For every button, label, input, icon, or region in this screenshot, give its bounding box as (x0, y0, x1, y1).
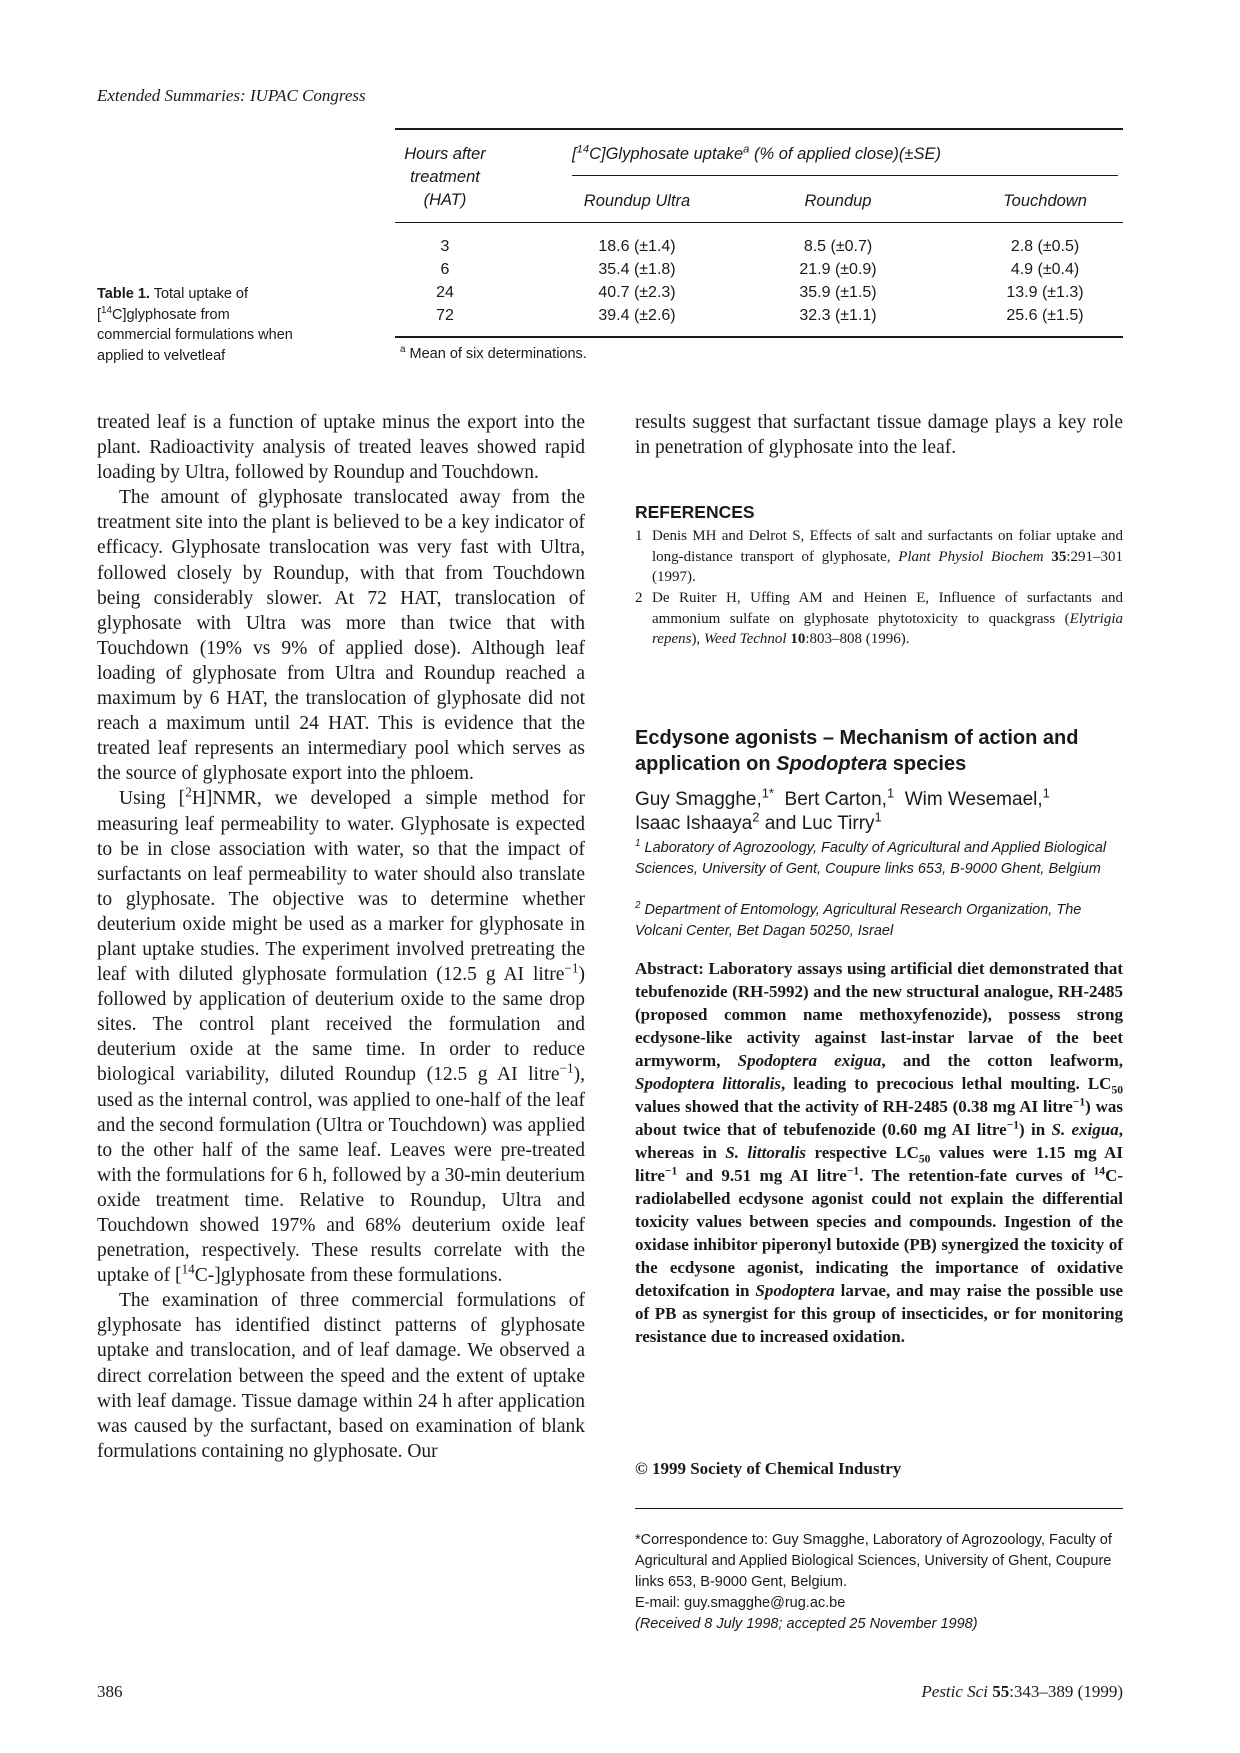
table-cell-touchdown: 2.8 (±0.5) (1010, 238, 1080, 255)
right-column-text (635, 410, 1123, 460)
table-cell-ultra: 40.7 (±2.3) (598, 284, 676, 301)
body-paragraph: The amount of glyphosate translocated away from the treatment site into the plant is believed to be a key indicator of efficacy. Glyphosate translocation was very fast with Ultra, followed closely by Roundup, with that from Touchdown being considerably slower. At 72 HAT, translocation of glyphosate with Ultra was more than twice that with Touchdown (19% vs 9% of applied dose). Although leaf loading of glyphosate from Ultra and Roundup reached a maximum by 6 HAT, the translocation of glyphosate did not reach a maximum until 24 HAT. This is evidence that the treated leaf represents an intermediary pool which serves as the source of glyphosate export into the phloem. (97, 487, 585, 785)
received-dates: (Received 8 July 1998; accepted 25 November 1998) (635, 1616, 978, 1632)
author: Wim Wesemael,$^1$ (904, 785, 1050, 810)
table-subheader-roundup: Roundup (804, 192, 872, 210)
body-paragraph: treated leaf is a function of uptake minus the export into the plant. Radioactivity analysis of treated leaves showed rapid loading by Ultra, followed by Roundup and Touchdown. (97, 412, 585, 484)
table-cell-hat: 6 (440, 261, 450, 278)
correspondence-email: E-mail: guy.smagghe@rug.ac.be (635, 1595, 846, 1611)
table-subheader-touchdown: Touchdown (1003, 192, 1087, 210)
table-row (0, 238, 1240, 262)
table-cell-touchdown: 25.6 (±1.5) (1006, 307, 1084, 324)
body-paragraph: results suggest that surfactant tissue damage plays a key role in penetration of glyphosate into the leaf. (635, 412, 1123, 459)
affiliation: $^2$ Department of Entomology, Agricultural Research Organization, The Volcani Center, Bet Dagan 50250, Israel (635, 900, 1082, 939)
table-cell-roundup: 21.9 (±0.9) (799, 261, 877, 278)
left-column (97, 410, 585, 1464)
table-row (0, 261, 1240, 285)
table-row (0, 307, 1240, 331)
abstract: Abstract: Laboratory assays using artificial diet demonstrated that tebufenozide (RH-5992) and the new structural analogue, RH-2485 (proposed common name methoxyfenozide), possess strong ecdysone-like activity against last-instar larvae of the beet armyworm, Spodoptera exigua, and the cotton leafworm, Spodoptera littoralis, leading to precocious lethal moulting. $LC_{50}$ values showed that the activity of RH-2485 (0.38 mg AI litre$^{-1}$) was about twice that of tebufenozide (0.60 mg AI litre$^{-1}$) in S. exigua, whereas in S. littoralis respective $LC_{50}$ values were 1.15 mg AI litre$^{-1}$ and 9.51 mg AI litre$^{-1}$. The retention-fate curves of $^{14}$C-radiolabelled ecdysone agonist could not explain the differential toxicity values between species and compounds. Ingestion of the oxidase inhibitor piperonyl butoxide (PB) synergized the toxicity of the ecdysone agonist, indicating the importance of oxidative detoxifcation in Spodoptera larvae, and may raise the possible use of PB as synergist for this group of insecticides, or for monitoring resistance due to increased oxidation. (635, 959, 1124, 1346)
author: Guy Smagghe,$^{1*}$ (635, 785, 774, 810)
table-group-rule (572, 175, 1118, 176)
table-header-hours: Hours after treatment (HAT) (404, 145, 486, 209)
table-cell-ultra: 18.6 (±1.4) (598, 238, 676, 255)
table-row (0, 284, 1240, 308)
article-title: Ecdysone agonists – Mechanism of action and application on Spodoptera species (635, 727, 1079, 775)
table-cell-roundup: 8.5 (±0.7) (803, 238, 873, 255)
body-paragraph: The examination of three commercial formulations of glyphosate has identified distinct patterns of glyphosate uptake and translocation, and of leaf damage. We observed a direct correlation between the speed and the extent of uptake with leaf damage. Tissue damage within 24 h after application was caused by the surfactant, based on examination of blank formulations containing no glyphosate. Our (97, 1290, 585, 1462)
affiliation: $^1$ Laboratory of Agrozoology, Faculty of Agricultural and Applied Biological Sciences, University of Gent, Coupure links 653, B-9000 Ghent, Belgium (635, 838, 1107, 877)
table-cell-touchdown: 4.9 (±0.4) (1010, 261, 1080, 278)
table-cell-ultra: 39.4 (±2.6) (598, 307, 676, 324)
reference-item: 1 Denis MH and Delrot S, Effects of salt and surfactants on foliar uptake and long-distance transport of glyphosate, Plant Physiol Biochem 35:291–301 (1997). (635, 528, 1124, 585)
table-top-rule (395, 128, 1123, 130)
journal-citation: Pestic Sci 55:343–389 (1999) (921, 1682, 1123, 1701)
footnote-divider (635, 1508, 1123, 1509)
table-cell-hat: 24 (436, 284, 454, 301)
reference-item: 2 De Ruiter H, Uffing AM and Heinen E, Influence of surfactants and ammonium sulfate on glyphosate phytotoxicity to quackgrass (Elytrigia repens), Weed Technol 10:803–808 (1996). (635, 590, 1123, 647)
table-subheader-roundup-ultra: Roundup Ultra (583, 192, 691, 210)
body-paragraph: Using [$^2$H]NMR, we developed a simple method for measuring leaf permeability to water. Glyphosate is expected to be in close association with water, so that the impact of surfactants on leaf permeability to water should also translate to glyphosate. The objective was to determine whether deuterium oxide might be used as a marker for glyphosate in plant uptake studies. The experiment involved pretreating the leaf with diluted glyphosate formulation (12.5 g AI litre$^{-1}$) followed by application of deuterium oxide to the same drop sites. The control plant received the formulation and deuterium oxide at the same time. In order to reduce biological variability, diluted Roundup (12.5 g AI litre$^{-1}$), used as the internal control, was applied to one-half of the leaf and the second formulation (Ultra or Touchdown) was applied to the other half of the same leaf. Leaves were pre-treated with the formulations for 6 h, followed by a 30-min deuterium oxide treatment time. Relative to Roundup, Ultra and Touchdown showed 197% and 68% deuterium oxide leaf penetration, respectively. These results correlate with the uptake of [$^{14}$C-]glyphosate from these formulations. (97, 784, 585, 1287)
table-header-uptake: [$^{14}$C]Glyphosate uptake$^a$ (% of applied close)(±SE) (572, 143, 941, 163)
table-cell-ultra: 35.4 (±1.8) (598, 261, 676, 278)
table-cell-roundup: 35.9 (±1.5) (799, 284, 877, 301)
correspondence-footnote (635, 1530, 1135, 1635)
table-cell-touchdown: 13.9 (±1.3) (1006, 284, 1084, 301)
table-cell-hat: 72 (436, 307, 454, 324)
table-footnote: $^a$ Mean of six determinations. (400, 344, 587, 362)
references-heading: REFERENCES (635, 502, 755, 522)
author: Isaac Ishaaya$^2$ (635, 809, 760, 834)
table-cell-hat: 3 (440, 238, 450, 255)
copyright-notice: © 1999 Society of Chemical Industry (635, 1459, 902, 1478)
author: Bert Carton,$^1$ (784, 785, 895, 810)
table-header-rule (395, 222, 1123, 223)
running-head: Extended Summaries: IUPAC Congress (97, 86, 366, 105)
table-caption: Table 1. Total uptake of [$^{14}$C]glyphosate from commercial formulations when applied to velvetleaf (97, 286, 293, 364)
author-list (635, 785, 1123, 836)
table-cell-roundup: 32.3 (±1.1) (799, 307, 877, 324)
author: and Luc Tirry$^1$ (764, 809, 882, 834)
table-bottom-rule (395, 336, 1123, 338)
correspondence-address: *Correspondence to: Guy Smagghe, Laboratory of Agrozoology, Faculty of Agricultural and Applied Biological Sciences, University of Ghent, Coupure links 653, B-9000 Gent, Belgium. (635, 1532, 1112, 1590)
page-number: 386 (97, 1682, 123, 1701)
